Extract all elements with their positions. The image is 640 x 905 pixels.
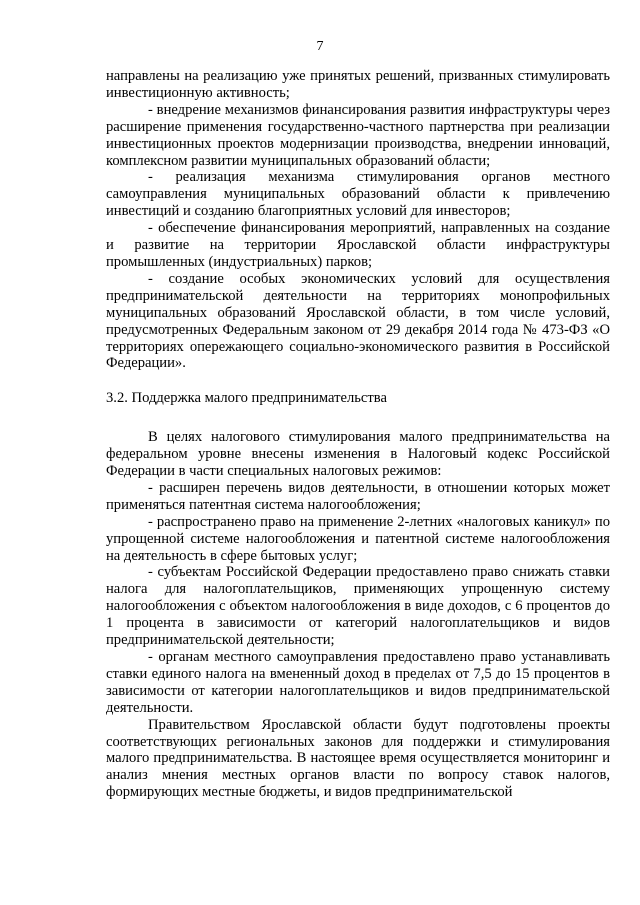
document-body [106, 68, 610, 801]
list-item-imputed-income-tax: - органам местного самоуправления предоставлено право устанавливать ставки единого налога на вмененный доход в пределах от 7,5 до 15 процентов в зависимости от категории налогоплательщиков и видов предпринимательской деятельности. [106, 649, 610, 716]
paragraph-tax-stimulation: В целях налогового стимулирования малого предпринимательства на федеральном уровне внесены изменения в Налоговый кодекс Российской Федерации в части специальных налоговых режимов: [106, 429, 610, 480]
list-item-industrial-parks: - обеспечение финансирования мероприятий, направленных на создание и развитие на территории Ярославской области инфраструктуры промышленных (индустриальных) парков; [106, 220, 610, 270]
list-item-tax-rate-reduction: - субъектам Российской Федерации предоставлено право снижать ставки налога для налогоплательщиков, применяющих упрощенную систему налогообложения с объектом налогообложения в виде доходов, с 6 процентов до 1 процента в зависимости от категорий налогоплательщиков и видов предпринимательской деятельности; [106, 564, 610, 649]
paragraph-regional-laws: Правительством Ярославской области будут подготовлены проекты соответствующих региональных законов для поддержки и стимулирования малого предпринимательства. В настоящее время осуществляется мониторинг и анализ мнения местных органов власти по вопросу ставок налогов, формирующих местные бюджеты, и видов предпринимательской [106, 716, 610, 801]
paragraph-continuation: направлены на реализацию уже принятых решений, призванных стимулировать инвестиционную активность; [106, 68, 610, 101]
page-number: 7 [316, 39, 324, 54]
list-item-infrastructure-financing: - внедрение механизмов финансирования развития инфраструктуры через расширение применения государственно-частного партнерства при реализации инвестиционных проектов модернизации производства, внедрении инноваций, комплексном развитии муниципальных образований области; [106, 101, 610, 169]
list-item-special-economic-conditions: - создание особых экономических условий для осуществления предпринимательской деятельности на территориях монопрофильных муниципальных образований Ярославской области, в том числе условий, предусмотренных Федеральным законом от 29 декабря 2014 года № 473-ФЗ «О территориях опережающего социально-экономического развития в Российской Федерации». [106, 270, 610, 372]
list-item-tax-holidays: - распространено право на применение 2-летних «налоговых каникул» по упрощенной системе налогообложения и патентной системе налогообложения на деятельность в сфере бытовых услуг; [106, 513, 610, 564]
section-heading: 3.2. Поддержка малого предпринимательства [106, 390, 387, 407]
list-item-local-government-stimulation: - реализация механизма стимулирования органов местного самоуправления муниципальных образований области к привлечению инвестиций и созданию благоприятных условий для инвесторов; [106, 169, 610, 220]
list-item-patent-system: - расширен перечень видов деятельности, в отношении которых может применяться патентная система налогообложения; [106, 479, 610, 513]
